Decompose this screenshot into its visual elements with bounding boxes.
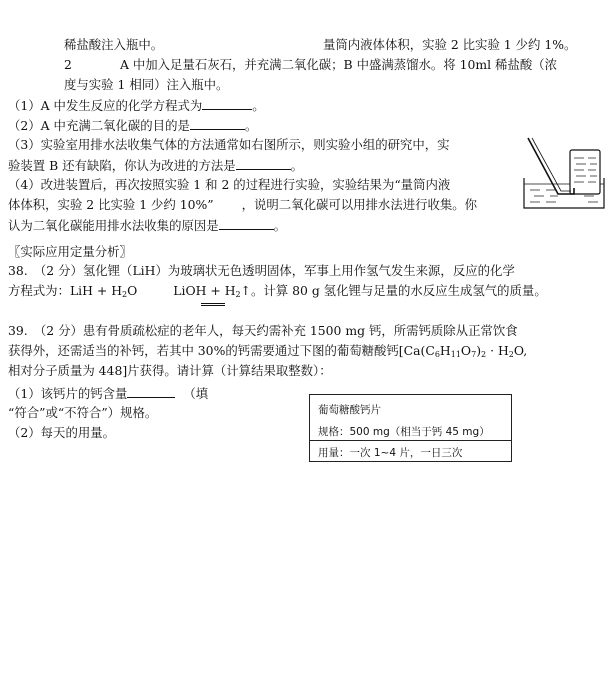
q39-h: H (439, 343, 451, 358)
q37-part4-line1: （4）改进装置后，再次按照实验 1 和 2 的过程进行实验，实验结果为“量筒内液 (8, 177, 451, 192)
q37-part1-end: 。 (252, 98, 265, 113)
label-divider (310, 440, 511, 441)
q39-sub-6: 6 (434, 350, 440, 359)
q37-part1-text: （1）A 中发生反应的化学方程式为 (8, 98, 203, 113)
top-fragment-right: 量筒内液体体积，实验 2 比实验 1 少约 1%。 (323, 37, 577, 52)
q39-part2: （2）每天的用量。 (8, 425, 116, 440)
q37-part2-blank (190, 116, 245, 130)
q37-part3-end: 。 (290, 158, 304, 173)
q39-line3: 相对分子质量为 448]片获得。请计算（计算结果取整数）： (8, 363, 332, 378)
q39-sub-7: 7 (471, 350, 477, 359)
q39-part1-options: “符合”或“不符合”）规格。 (8, 405, 158, 420)
experiment-2-continuation: 度与实验 1 相同）注入瓶中。 (64, 77, 229, 92)
q38-product-sub: 2 (235, 290, 241, 299)
q39-sub-2: 2 (481, 350, 487, 359)
q37-part4-end: 。 (273, 218, 287, 233)
q37-part3-text: 验装置 B 还有缺陷，你认为改进的方法是 (8, 158, 236, 173)
delivery-tube (528, 138, 574, 194)
collection-bottle (570, 150, 600, 194)
q39-water-h: · H (486, 343, 509, 358)
q38-reactants: 方程式为：LiH + H (8, 283, 123, 298)
q38-line1: 38. （2 分）氢化锂（LiH）为玻璃状无色透明固体，军事上用作氢气发生来源，反应的化学 (8, 263, 515, 278)
q39-close-paren: ) (476, 343, 482, 358)
experiment-2-number: 2 (64, 57, 72, 72)
q37-part3-line2 (8, 156, 303, 175)
q38-line2 (8, 282, 547, 300)
q39-part1 (8, 384, 208, 403)
q37-part4-line2 (8, 196, 477, 214)
equals-line-top (201, 303, 225, 304)
q39-line1: 39. （2 分）患有骨质疏松症的老年人，每天约需补充 1500 mg 钙，所需钙质除从正常饮食 (8, 323, 518, 338)
q37-part4-text-a: 体体积，实验 2 比实验 1 少约 10%” (8, 197, 214, 212)
q39-o: O (460, 343, 472, 358)
water-collection-apparatus-figure (518, 136, 608, 216)
experiment-2-text: A 中加入足量石灰石，并充满二氧化碳；B 中盛满蒸馏水。将 10ml 稀盐酸（浓 (120, 57, 558, 72)
q37-part2-end: 。 (244, 118, 258, 133)
q37-part4-text-c: 认为二氧化碳能用排水法收集的原因是 (8, 218, 219, 233)
q37-part4-line3 (8, 216, 286, 235)
q37-part1-blank (202, 96, 252, 110)
top-fragment-left: 稀盐酸注入瓶中。 (64, 37, 164, 52)
q37-part3-blank (236, 156, 291, 170)
q39-part1-blank (127, 384, 175, 398)
q38-reactant-o: O (127, 283, 138, 298)
q39-part1-text: （1）该钙片的钙含量 (8, 386, 128, 401)
q37-part2 (8, 116, 257, 135)
q39-water-o: O, (513, 343, 528, 358)
q39-line2-text: 获得外，还需适当的补钙，若其中 30%的钙需要通过下图的葡萄糖酸钙[Ca(C (8, 343, 435, 358)
q39-part1-fill: （填 (183, 386, 209, 401)
q37-part4-blank (219, 216, 274, 230)
section-title: 〖实际应用定量分析〗 (8, 244, 132, 259)
q38-product-text: LiOH + H (173, 283, 236, 298)
label-spec: 规格：500 mg（相当于钙 45 mg） (318, 426, 490, 438)
q37-part2-text: （2）A 中充满二氧化碳的目的是 (8, 118, 190, 133)
q39-sub-11: 11 (450, 350, 461, 359)
q39-sub-2b: 2 (508, 350, 514, 359)
calcium-gluconate-label (309, 394, 512, 462)
q39-line2 (8, 342, 527, 360)
label-title: 葡萄糖酸钙片 (318, 404, 381, 416)
q38-question: 。计算 80 g 氢化锂与足量的水反应生成氢气的质量。 (251, 283, 547, 298)
gas-arrow-icon: ↑ (240, 283, 251, 298)
q37-part4-gap (214, 196, 242, 209)
q37-part1 (8, 96, 265, 115)
q37-part4-text-b: ，说明二氧化碳可以用排水法进行收集。你 (241, 197, 478, 212)
q37-part3-line1: （3）实验室用排水法收集气体的方法通常如右图所示，则实验小组的研究中，实 (8, 137, 450, 152)
q38-products (173, 282, 251, 300)
label-usage: 用量：一次 1~4 片，一日三次 (318, 447, 463, 459)
q38-sub-2: 2 (122, 290, 128, 299)
equals-line-bottom (201, 305, 225, 306)
